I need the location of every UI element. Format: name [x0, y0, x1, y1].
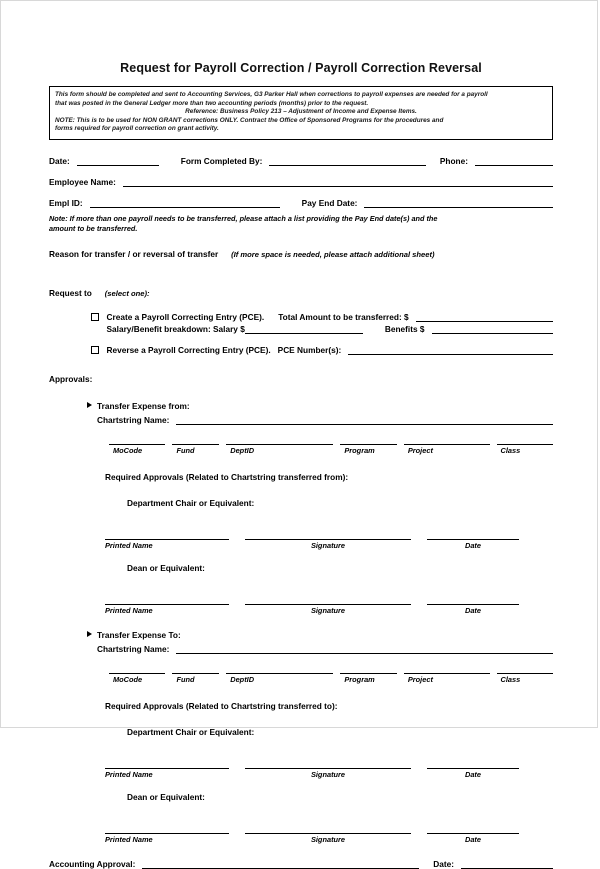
instruction-line-1: This form should be completed and sent to Accounting Services, G3 Parker Hall when corrections to payroll expenses are needed for a payroll	[55, 91, 488, 98]
fund-from-input[interactable]	[172, 437, 219, 445]
printed-name-col-1	[105, 533, 229, 550]
column-fund-to	[172, 666, 219, 684]
date-caption-1: Date	[464, 541, 482, 551]
signature-caption-4: Signature	[310, 835, 346, 845]
chartstring-from-columns	[49, 437, 553, 455]
signature-col-4	[245, 827, 411, 844]
instruction-box	[49, 86, 553, 140]
role-dept-chair-from	[105, 493, 553, 511]
empl-id-input[interactable]	[90, 198, 280, 208]
salary-benefit-row	[107, 324, 554, 334]
mocode-to-input[interactable]	[109, 666, 165, 674]
transfer-from-block	[49, 396, 553, 425]
column-fund-from	[172, 437, 219, 455]
accounting-date-input[interactable]	[461, 859, 553, 869]
signature-caption-2: Signature	[310, 606, 346, 616]
project-to-input[interactable]	[404, 666, 490, 674]
request-to-hint: (select one):	[104, 289, 150, 299]
request-options-group	[49, 312, 553, 355]
column-mocode-from	[109, 437, 165, 455]
date-input[interactable]	[77, 156, 159, 166]
role-dean-to	[105, 787, 553, 805]
deptid-from-input[interactable]	[226, 437, 333, 445]
signature-input-1[interactable]	[245, 533, 411, 540]
transfer-from-heading: Transfer Expense from:	[97, 401, 190, 412]
column-class-to	[497, 666, 553, 684]
required-approvals-from	[49, 467, 553, 615]
column-class-from	[497, 437, 553, 455]
chartstring-to-columns	[49, 666, 553, 684]
approvals-heading	[49, 369, 553, 387]
date-input-2[interactable]	[427, 598, 519, 605]
project-from-caption: Project	[407, 446, 433, 456]
signature-input-4[interactable]	[245, 827, 411, 834]
page-title: Request for Payroll Correction / Payroll Correction Reversal	[120, 61, 482, 75]
date-input-3[interactable]	[427, 762, 519, 769]
signature-input-2[interactable]	[245, 598, 411, 605]
deptid-to-input[interactable]	[226, 666, 333, 674]
printed-name-col-2	[105, 598, 229, 615]
date-caption-2: Date	[464, 606, 482, 616]
column-deptid-from	[226, 437, 333, 455]
dept-chair-from-label: Department Chair or Equivalent:	[127, 498, 255, 509]
benefits-input[interactable]	[432, 324, 554, 334]
reverse-pce-label: Reverse a Payroll Correcting Entry (PCE).	[106, 345, 271, 356]
date-caption-4: Date	[464, 835, 482, 845]
chartstring-to-input[interactable]	[176, 644, 553, 654]
transfer-from-heading-row	[87, 396, 553, 414]
row-date-completedby-phone	[49, 156, 553, 166]
form-completed-by-input[interactable]	[269, 156, 426, 166]
column-program-from	[340, 437, 396, 455]
column-project-from	[404, 437, 490, 455]
signature-caption-1: Signature	[310, 541, 346, 551]
reverse-pce-checkbox[interactable]	[91, 346, 99, 354]
pay-end-date-label: Pay End Date:	[301, 197, 358, 208]
column-program-to	[340, 666, 396, 684]
create-pce-checkbox[interactable]	[91, 313, 99, 321]
date-caption-3: Date	[464, 770, 482, 780]
date-input-1[interactable]	[427, 533, 519, 540]
deptid-from-caption: DeptID	[230, 446, 255, 456]
printed-name-input-4[interactable]	[105, 827, 229, 834]
class-to-input[interactable]	[497, 666, 553, 674]
signature-caption-3: Signature	[310, 770, 346, 780]
role-dean-from	[105, 558, 553, 576]
class-from-input[interactable]	[497, 437, 553, 445]
signature-block-dept-chair-to	[105, 762, 553, 779]
signature-col-3	[245, 762, 411, 779]
program-from-caption: Program	[344, 446, 375, 456]
pay-end-date-input[interactable]	[364, 198, 553, 208]
class-from-caption: Class	[500, 446, 521, 456]
instruction-line-2: that was posted in the General Ledger more than two accounting periods (months) prior to the request.	[55, 99, 369, 107]
dean-to-label: Dean or Equivalent:	[127, 792, 205, 803]
role-dept-chair-to	[105, 722, 553, 740]
project-to-caption: Project	[407, 675, 433, 685]
chartstring-to-label: Chartstring Name:	[97, 644, 170, 655]
accounting-approval-label: Accounting Approval:	[49, 859, 136, 869]
fund-from-caption: Fund	[176, 446, 195, 456]
signature-col-2	[245, 598, 411, 615]
chartstring-to-row	[87, 644, 553, 654]
date-col-4	[427, 827, 519, 844]
column-deptid-to	[226, 666, 333, 684]
fund-to-input[interactable]	[172, 666, 219, 674]
required-approvals-to-label: Required Approvals (Related to Chartstring transferred to):	[105, 701, 338, 712]
total-amount-label: Total Amount to be transferred: $	[278, 312, 409, 323]
reason-for-transfer	[49, 244, 553, 262]
note-line-1: Note: If more than one payroll needs to be transferred, please attach a list providing the Pay End date(s) and the	[49, 213, 438, 223]
accounting-date-label: Date:	[433, 859, 454, 869]
date-col-1	[427, 533, 519, 550]
dean-from-label: Dean or Equivalent:	[127, 563, 205, 574]
reverse-pce-main-row	[107, 345, 554, 355]
salary-input[interactable]	[245, 324, 363, 334]
phone-input[interactable]	[475, 156, 553, 166]
reason-label: Reason for transfer / or reversal of transfer	[49, 249, 219, 260]
printed-name-col-3	[105, 762, 229, 779]
approvals-label: Approvals:	[49, 374, 93, 385]
salary-breakdown-label: Salary/Benefit breakdown: Salary $	[106, 324, 245, 335]
create-pce-label: Create a Payroll Correcting Entry (PCE).	[106, 312, 265, 323]
printed-name-input-2[interactable]	[105, 598, 229, 605]
option-reverse-pce[interactable]	[91, 345, 553, 355]
mocode-from-input[interactable]	[109, 437, 165, 445]
signature-input-3[interactable]	[245, 762, 411, 769]
signature-block-dean-from	[105, 598, 553, 615]
phone-label: Phone:	[439, 155, 468, 166]
printed-name-caption-3: Printed Name	[105, 770, 153, 780]
required-approvals-from-label: Required Approvals (Related to Chartstring transferred from):	[105, 472, 349, 483]
benefits-label: Benefits $	[384, 324, 425, 335]
printed-name-caption-2: Printed Name	[105, 606, 153, 616]
deptid-to-caption: DeptID	[230, 675, 255, 685]
program-to-caption: Program	[344, 675, 375, 685]
request-to-label: Request to	[49, 288, 92, 299]
instruction-line-reference: Reference: Business Policy 213 – Adjustment of Income and Expense Items.	[185, 108, 417, 116]
date-input-4[interactable]	[427, 827, 519, 834]
column-project-to	[404, 666, 490, 684]
transfer-to-heading-row	[87, 625, 553, 643]
instruction-line-5: forms required for payroll correction on grant activity.	[55, 125, 219, 133]
date-col-2	[427, 598, 519, 615]
printed-name-input-1[interactable]	[105, 533, 229, 540]
multi-payroll-note	[49, 214, 553, 233]
mocode-to-caption: MoCode	[113, 675, 143, 685]
date-label: Date:	[49, 155, 70, 166]
arrow-right-icon	[87, 402, 92, 408]
mocode-from-caption: MoCode	[113, 446, 143, 456]
column-mocode-to	[109, 666, 165, 684]
option-create-pce[interactable]	[91, 312, 553, 334]
row-employee-name	[49, 177, 553, 187]
instruction-line-note: NOTE: This is to be used for NON GRANT corrections ONLY. Contract the Office of Sponsored Programs for the procedures and	[55, 116, 444, 124]
chartstring-from-label: Chartstring Name:	[97, 415, 170, 426]
accounting-approval-input[interactable]	[142, 859, 419, 869]
fund-to-caption: Fund	[176, 675, 195, 685]
reason-hint: (If more space is needed, please attach additional sheet)	[231, 250, 435, 260]
transfer-to-block	[49, 625, 553, 654]
form-completed-by-label: Form Completed By:	[180, 155, 263, 166]
program-to-input[interactable]	[340, 666, 396, 674]
accounting-approval-row	[49, 859, 553, 869]
create-pce-main-row	[107, 312, 554, 322]
signature-col-1	[245, 533, 411, 550]
chartstring-from-input[interactable]	[176, 415, 553, 425]
request-to-heading	[49, 283, 553, 301]
chartstring-from-row	[87, 415, 553, 425]
date-col-3	[427, 762, 519, 779]
class-to-caption: Class	[500, 675, 521, 685]
pce-number-input[interactable]	[348, 345, 553, 355]
row-empl-id-pay-end-date	[49, 198, 553, 208]
project-from-input[interactable]	[404, 437, 490, 445]
note-line-2: amount to be transferred.	[49, 223, 138, 233]
empl-id-label: Empl ID:	[49, 197, 83, 208]
program-from-input[interactable]	[340, 437, 396, 445]
transfer-to-heading: Transfer Expense To:	[97, 630, 181, 641]
total-amount-input[interactable]	[416, 312, 553, 322]
employee-name-label: Employee Name:	[49, 176, 116, 187]
pce-number-label: PCE Number(s):	[277, 345, 342, 356]
arrow-right-icon-2	[87, 631, 92, 637]
printed-name-caption-1: Printed Name	[105, 541, 153, 551]
signature-block-dean-to	[105, 827, 553, 844]
printed-name-input-3[interactable]	[105, 762, 229, 769]
employee-name-input[interactable]	[123, 177, 553, 187]
dept-chair-to-label: Department Chair or Equivalent:	[127, 727, 255, 738]
required-approvals-to	[49, 696, 553, 844]
signature-block-dept-chair-from	[105, 533, 553, 550]
printed-name-col-4	[105, 827, 229, 844]
printed-name-caption-4: Printed Name	[105, 835, 153, 845]
form-sheet	[49, 21, 553, 869]
